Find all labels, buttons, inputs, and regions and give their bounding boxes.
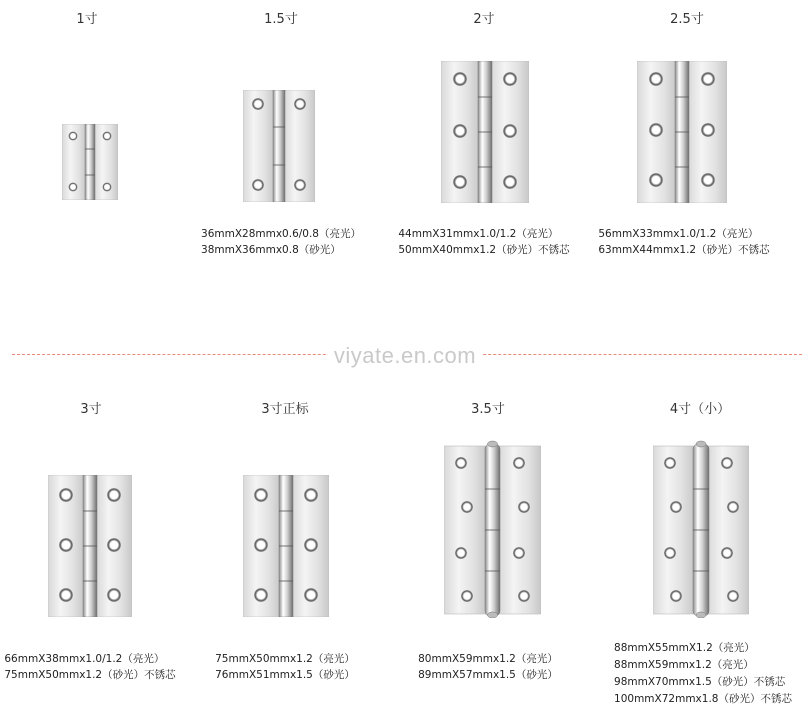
size-title-1-5: 1.5寸 xyxy=(264,12,298,27)
spec-line: 88mmX59mmx1.2（亮光） xyxy=(614,659,754,671)
spec-line: 66mmX38mmx1.0/1.2（亮光） xyxy=(4,653,165,665)
spec-line: 56mmX33mmx1.0/1.2（亮光） xyxy=(598,228,759,240)
size-title-2: 2寸 xyxy=(473,12,495,27)
spec-line: 80mmX59mmx1.2（亮光） xyxy=(418,653,558,665)
spec-line: 75mmX50mmx1.2（亮光） xyxy=(215,653,355,665)
hinge-image-1-5 xyxy=(243,90,315,202)
hinge-image-3 xyxy=(48,475,132,617)
hinge-image-2-5 xyxy=(637,61,727,203)
spec-line: 36mmX28mmx0.6/0.8（亮光） xyxy=(201,228,361,240)
hinge-image-3-5 xyxy=(444,440,541,618)
spec-line: 76mmX51mmx1.5（砂光） xyxy=(215,669,355,681)
size-title-4-small: 4寸（小） xyxy=(669,402,731,417)
size-title-2-5: 2.5寸 xyxy=(670,12,704,27)
spec-list-3-5 xyxy=(418,651,558,683)
size-title-3-standard: 3寸正标 xyxy=(261,402,309,417)
hinge-image-2 xyxy=(441,61,529,203)
spec-line: 88mmX55mmX1.2（亮光） xyxy=(614,642,755,654)
spec-line: 75mmX50mmx1.2（砂光）不锈芯 xyxy=(4,669,176,681)
spec-list-2-5 xyxy=(598,226,769,258)
hinge-image-1 xyxy=(62,124,118,200)
spec-line: 63mmX44mmx1.2（砂光）不锈芯 xyxy=(598,244,770,256)
spec-line: 100mmX72mmx1.8（砂光）不锈芯 xyxy=(614,693,792,705)
hinge-image-3-standard xyxy=(243,475,329,617)
spec-list-3-standard xyxy=(215,651,355,683)
spec-list-3 xyxy=(4,651,175,683)
size-title-1: 1寸 xyxy=(76,12,98,27)
spec-list-1-5 xyxy=(201,226,361,258)
spec-line: 38mmX36mmx0.8（砂光） xyxy=(201,244,341,256)
size-title-3-5: 3.5寸 xyxy=(471,402,505,417)
spec-line: 89mmX57mmx1.5（砂光） xyxy=(418,669,558,681)
spec-line: 50mmX40mmx1.2（砂光）不锈芯 xyxy=(398,244,570,256)
size-title-3: 3寸 xyxy=(80,402,102,417)
spec-line: 98mmX70mmx1.5（砂光）不锈芯 xyxy=(614,676,786,688)
hinge-image-4-small xyxy=(653,440,749,618)
spec-list-4-small xyxy=(614,640,792,708)
spec-line: 44mmX31mmx1.0/1.2（亮光） xyxy=(398,228,559,240)
watermark: viyate.en.com xyxy=(328,343,482,369)
spec-list-2 xyxy=(398,226,569,258)
